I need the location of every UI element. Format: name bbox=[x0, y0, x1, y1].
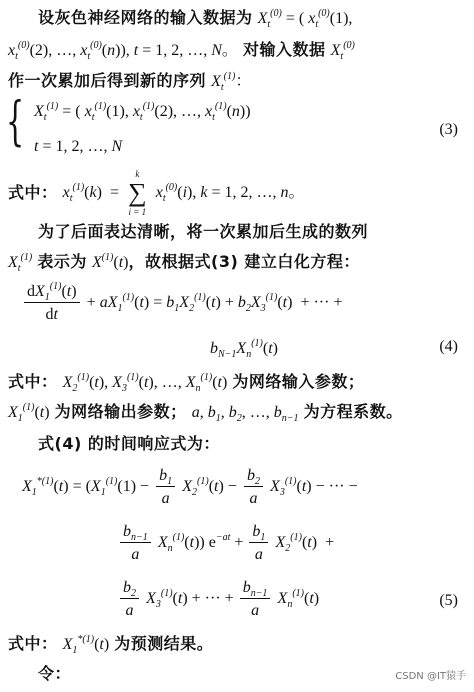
sequence-text: 作一次累加后得到新的序列 bbox=[8, 71, 207, 90]
paragraph-1-line-3 bbox=[8, 71, 251, 93]
where-label-1: 式中： bbox=[8, 183, 58, 202]
equation-number-3: (3) bbox=[439, 121, 458, 138]
math-predicted: $X_1^{*(1)}(t)$ bbox=[62, 634, 110, 656]
where-line-3 bbox=[8, 634, 213, 656]
math-eq5-g: $X_n^{(1)}(t)$ bbox=[277, 588, 320, 610]
math-x1: $X_t^{(1)}$： bbox=[211, 71, 252, 93]
where-line-1 bbox=[8, 168, 305, 217]
math-eq5-c: $X_3^{(1)}(t)$ − ··· − bbox=[270, 476, 358, 498]
paragraph-1-line-1 bbox=[38, 8, 352, 30]
derivative-fraction: $\frac{dX_1^{(1)}(t)}{dt}$ bbox=[24, 282, 80, 324]
math-sum-rhs: $x_t^{(0)}(i)$, k = 1, 2, …, n。 bbox=[155, 182, 305, 204]
math-input-def: $X_t^{(0)}$ = ( $x_t^{(0)}(1)$, bbox=[257, 8, 353, 30]
math-xt1: $X_t^{(1)}$ bbox=[8, 252, 33, 274]
math-eq5-d: $X_n^{(1)}(t)$) $e^{-at}$ + bbox=[157, 532, 248, 554]
math-eq3-a: $X_t^{(1)}$ = ( $x_t^{(1)}(1)$, $x_t^{(1)}(2)$, …, $x_t^{(1)}(n)$) bbox=[34, 101, 251, 123]
eq4-line-1 bbox=[22, 282, 342, 328]
fraction-b2-a-2: $\frac{b_2}{a}$ bbox=[120, 578, 139, 620]
input-word: 对输入数据 bbox=[243, 40, 326, 59]
paragraph-2-tail: ，故根据式(3) 建立白化方程： bbox=[128, 252, 360, 271]
math-inputs-list: $X_2^{(1)}(t)$, $X_3^{(1)}(t)$, …, $X_n^{(1)}(t)$ bbox=[62, 372, 228, 394]
math-eq5-f: $X_3^{(1)}(t)$ + ··· + bbox=[146, 588, 238, 610]
eq5-line-2 bbox=[118, 522, 334, 568]
equation-number-5: (5) bbox=[439, 592, 458, 609]
math-eq5-b: $X_2^{(1)}(t)$ − bbox=[182, 476, 237, 498]
where-label-3: 式中： bbox=[8, 634, 58, 653]
fraction-bn1-a-2: $\frac{b_{n-1}}{a}$ bbox=[240, 578, 271, 620]
fraction-b1-a: $\frac{b_1}{a}$ bbox=[156, 466, 175, 508]
equation-number-4: (4) bbox=[439, 338, 458, 355]
left-brace: { bbox=[6, 92, 25, 152]
math-eq4-a: + $aX_1^{(1)}(t) = b_1X_2^{(1)}(t) + b_2X_3^{(1)}(t)$ + ··· + bbox=[86, 292, 343, 314]
math-eq5-e: $X_2^{(1)}(t)$ + bbox=[275, 532, 335, 554]
paragraph-2-line-2 bbox=[8, 252, 360, 274]
let-text: 令： bbox=[38, 664, 72, 683]
where-label-2: 式中： bbox=[8, 372, 58, 391]
eq3-line-1 bbox=[34, 101, 251, 123]
last-line bbox=[38, 664, 71, 686]
inputs-text: 为网络输入参数； bbox=[232, 372, 365, 391]
paragraph-2-mid: 表示为 bbox=[37, 252, 87, 271]
where-line-2a bbox=[8, 372, 364, 394]
math-x0: $X_t^{(0)}$ bbox=[330, 40, 355, 62]
paragraph-2-line-1 bbox=[38, 222, 368, 244]
sum-symbol: k ∑ i = 1 bbox=[128, 169, 147, 217]
eq5-line-3 bbox=[118, 578, 319, 624]
math-input-seq: $x_t^{(0)}(2)$, …, $x_t^{(0)}(n)$), t = 1, 2, …, N。 bbox=[8, 40, 238, 62]
math-eq3-b: t = 1, 2, …, N bbox=[34, 138, 123, 155]
eq4-line-2 bbox=[210, 338, 278, 360]
fraction-bn1-a-1: $\frac{b_{n-1}}{a}$ bbox=[120, 522, 151, 564]
eq3-line-2 bbox=[34, 136, 122, 158]
fraction-b2-a: $\frac{b_2}{a}$ bbox=[244, 466, 263, 508]
math-sum-lhs: $x_t^{(1)}(k)$ = bbox=[62, 182, 119, 204]
paragraph-3 bbox=[38, 434, 220, 456]
intro-text: 设灰色神经网络的输入数据为 bbox=[38, 8, 253, 27]
math-eq4-b: $b_{N-1}X_n^{(1)}(t)$ bbox=[210, 338, 278, 360]
eq5-line-1 bbox=[22, 466, 358, 512]
coef-text: 为方程系数。 bbox=[303, 402, 403, 421]
paragraph-2-text-1: 为了后面表达清晰，将一次累加后生成的数列 bbox=[38, 222, 369, 241]
watermark: CSDN @IT猿手 bbox=[395, 671, 466, 682]
math-X1t: $X^{(1)}(t)$ bbox=[91, 252, 129, 271]
paragraph-1-line-2 bbox=[8, 40, 355, 62]
output-text: 为网络输出参数； bbox=[54, 402, 187, 421]
paragraph-3-text: 式(4) 的时间响应式为： bbox=[38, 434, 220, 453]
prediction-text: 为预测结果。 bbox=[114, 634, 214, 653]
math-coefs: a, $b_1$, $b_2$, …, $b_{n-1}$ bbox=[191, 404, 299, 424]
where-line-2b bbox=[8, 402, 403, 424]
math-output: $X_1^{(1)}(t)$ bbox=[8, 402, 50, 424]
math-eq5-a: $X_1^{*(1)}(t) = (X_1^{(1)}(1)$ − bbox=[22, 476, 150, 498]
fraction-b1-a-2: $\frac{b_1}{a}$ bbox=[249, 522, 268, 564]
